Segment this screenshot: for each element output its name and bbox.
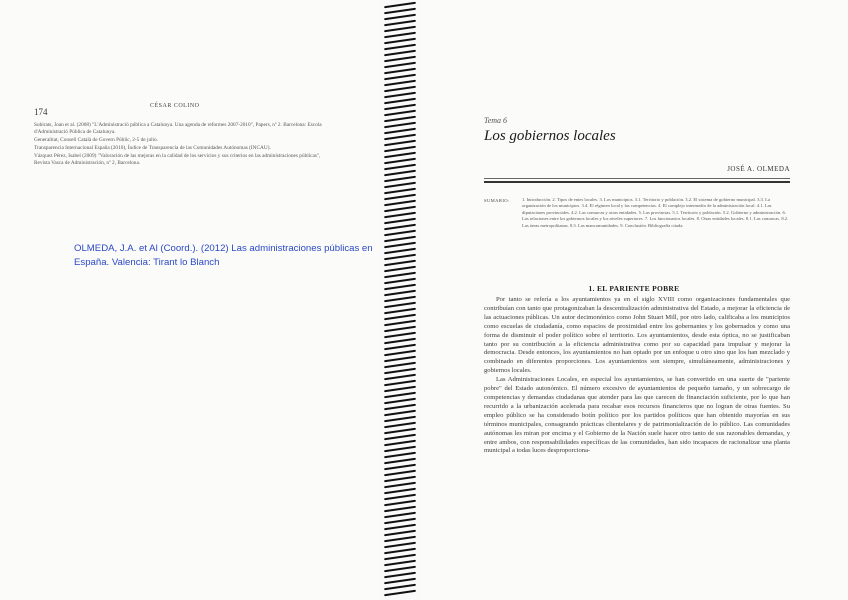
spiral-coil [384,392,416,398]
spiral-coil [384,260,416,266]
running-head: CÉSAR COLINO [150,103,200,109]
spiral-coil [384,8,416,14]
spiral-coil [384,56,416,62]
spiral-coil [384,38,416,44]
spiral-coil [384,188,416,194]
spiral-coil [384,350,416,356]
chapter-label: Tema 6 [484,116,508,125]
spiral-coil [384,566,416,572]
spiral-coil [384,560,416,566]
spiral-coil [384,524,416,530]
summary-text: 1. Introducción. 2. Tipos de entes locales. 3. Los municipios. 3.1. Territorio y población. 3.2. El sistema de gobierno municipal. 3.3. La organización de los municipios. 3.4. El régimen local y las competencias. 4. El complejo intermedio de la administración local. 4.1. Las diputaciones provinciales. 4.2. Las comarcas y otras entidades. 5. Las provincias. 5.1. Territorio y población. 5.2. Gobierno y administración. 6. Las relaciones entre los gobiernos locales y los niveles superiores. 7. Los funcionarios locales. 8. Otras entidades locales. 8.1. Las comarcas. 8.2. Las áreas metropolitanas. 8.3. Las mancomunidades. 9. Conclusión. Bibliografía citada. [522,197,789,228]
spiral-coil [384,2,416,8]
spiral-coil [384,338,416,344]
spiral-coil [384,182,416,188]
spiral-coil [384,44,416,50]
spiral-coil [384,356,416,362]
spiral-coil [384,32,416,38]
spiral-coil [384,134,416,140]
spiral-coil [384,224,416,230]
spiral-coil [384,368,416,374]
spiral-coil [384,434,416,440]
spiral-coil [384,200,416,206]
spiral-coil [384,110,416,116]
right-page [420,0,848,600]
spiral-coil [384,488,416,494]
spiral-coil [384,428,416,434]
spiral-coil [384,410,416,416]
spiral-coil [384,302,416,308]
spiral-coil [384,68,416,74]
spiral-coil [384,512,416,518]
spiral-coil [384,314,416,320]
spiral-coil [384,74,416,80]
spiral-coil [384,578,416,584]
spiral-coil [384,506,416,512]
spiral-coil [384,386,416,392]
spiral-coil [384,548,416,554]
spiral-coil [384,98,416,104]
spiral-coil [384,284,416,290]
spiral-coil [384,464,416,470]
spiral-coil [384,116,416,122]
page-number: 174 [34,107,48,117]
spiral-coil [384,572,416,578]
spiral-coil [384,218,416,224]
spiral-coil [384,206,416,212]
spiral-coil [384,482,416,488]
spiral-coil [384,236,416,242]
spiral-coil [384,500,416,506]
spiral-coil [384,416,416,422]
spiral-coil [384,590,416,596]
spiral-coil [384,158,416,164]
spiral-coil [384,326,416,332]
spiral-coil [384,122,416,128]
spiral-coil [384,62,416,68]
spiral-coil [384,542,416,548]
spiral-coil [384,254,416,260]
citation-note: OLMEDA, J.A. et Al (Coord.). (2012) Las administraciones públicas en España. Valencia: Tirant lo Blanch [74,243,373,268]
references-list [34,122,334,168]
spiral-coil [384,320,416,326]
spiral-coil [384,86,416,92]
spiral-coil [384,452,416,458]
spiral-coil [384,380,416,386]
spiral-coil [384,248,416,254]
spiral-coil [384,152,416,158]
spiral-coil [384,164,416,170]
chapter-author: JOSÉ A. OLMEDA [727,165,790,173]
spiral-coil [384,530,416,536]
divider-rule [484,178,790,179]
chapter-title: Los gobiernos locales [484,128,616,144]
spiral-coil [384,146,416,152]
left-page [0,0,380,600]
spiral-coil [384,176,416,182]
spiral-coil [384,266,416,272]
reference-item: Subirats, Joan et al. (2008) "L'Administració pública a Catalunya. Una agenda de reformes 2007-2010", Papers, nº 2. Barcelona: Escola d'Administració Pública de Catalunya. [34,122,322,135]
spiral-coil [384,440,416,446]
spiral-coil [384,104,416,110]
spiral-coil [384,80,416,86]
divider-rule-thick [484,181,790,183]
spiral-coil [384,344,416,350]
spiral-binding [380,0,420,600]
spiral-coil [384,476,416,482]
spiral-coil [384,518,416,524]
spiral-coil [384,272,416,278]
reference-item: Vázquez Pérez, Isabel (2009) "Valoración de las mejoras en la calidad de los servicios y sus criterios en las administraciones públicas", Revista Vasca de Administración, nº 2, Barcelona. [34,153,321,166]
spiral-coil [384,536,416,542]
spiral-coil [384,404,416,410]
spiral-coil [384,554,416,560]
spiral-coil [384,362,416,368]
spiral-coil [384,290,416,296]
summary-label: SUMARIO: [484,198,510,203]
spiral-coil [384,242,416,248]
spiral-coil [384,20,416,26]
spiral-coil [384,398,416,404]
spiral-coil [384,332,416,338]
spiral-coil [384,470,416,476]
spiral-coil [384,422,416,428]
spiral-coil [384,50,416,56]
spiral-coil [384,494,416,500]
paragraph: Por tanto se refería a los ayuntamientos ya en el siglo XVIII como organizaciones fundamentales que contribuían con tanto que protagonizaban la descentralización administrativa del Estado, a mejorar la eficiencia de las actuaciones públicas. Un autor decimonónico como John Stuart Mill, por otro lado, calificaba a los municipios como escuelas de ciudadanía, como espacios de proximidad entre los gobernantes y los gobernados y como una forma de disminuir el poder político sobre el territorio. Los ayuntamientos, desde esta óptica, no se justificaban tanto por su contribución a la eficiencia administrativa como por su capacidad para impulsar y mejorar la democracia. Desde entonces, los ayuntamientos no han optado por un enfoque u otro sino que los han mezclado y combinado en diferentes proporciones. Los ayuntamientos son siempre, simultáneamente, administraciones y gobiernos locales. [484,296,790,375]
spiral-coil [384,26,416,32]
spiral-coil [384,212,416,218]
spiral-coil [384,230,416,236]
spiral-coil [384,128,416,134]
paragraph: Las Administraciones Locales, en especial los ayuntamientos, se han convertido en una suerte de "pariente pobre" del Estado autonómico. El número excesivo de ayuntamientos de pequeño tamaño, y un sobrecargo de competencias y demandas ciudadanas que atender para las que carecen de financiación suficiente, por lo que han recurrido a la urbanización acelerada para recabar esos recursos financieros que no logran de otras fuentes. Su empleo público se ha considerado botín político por los partidos políticos que han obtenido mayorías en sus términos municipales, consagrando prácticas clientelares y de patrimonialización de lo público. Las comunidades autónomas les miran por encima y el Gobierno de la Nación suele hacer otro tanto de sus razonables demandas, y entre ambos, con responsabilidades específicas de las comunidades, han sido incapaces de racionalizar una planta municipal a todas luces desproporciona- [484,376,790,455]
spiral-coil [384,296,416,302]
spiral-coil [384,278,416,284]
spiral-coil [384,584,416,590]
spiral-coil [384,446,416,452]
spiral-coil [384,308,416,314]
spiral-coil [384,14,416,20]
spiral-coil [384,140,416,146]
section-heading: 1. EL PARIENTE POBRE [588,284,680,293]
spiral-coil [384,374,416,380]
spiral-coil [384,92,416,98]
spiral-coil [384,194,416,200]
reference-item: Transparencia Internacional España (2010), Índice de Transparencia de las Comunidades Autónomas (INCAU). [34,145,271,151]
body-text [484,296,790,456]
spiral-coil [384,170,416,176]
reference-item: Generalitat, Consell Català de Govern Públic, 2-5 de julio. [34,137,159,143]
spiral-coil [384,458,416,464]
